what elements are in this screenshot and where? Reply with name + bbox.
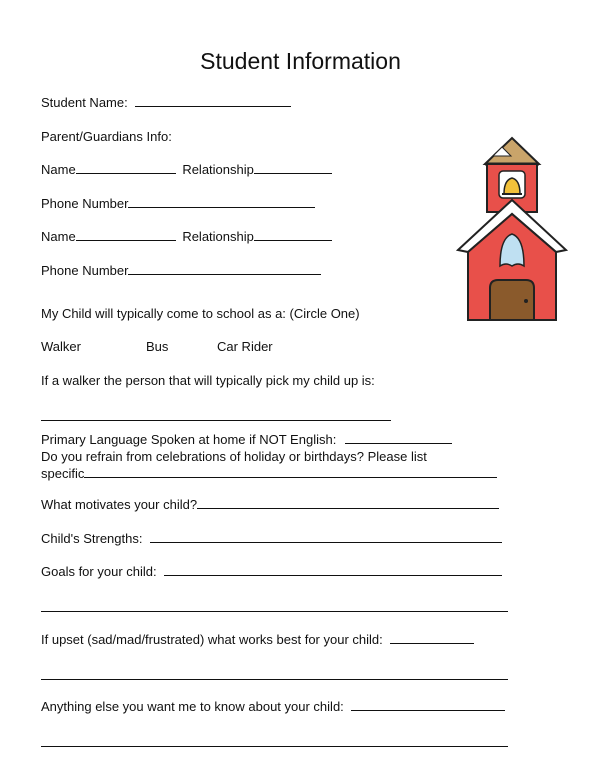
upset-field-line-2[interactable] <box>41 679 508 680</box>
motivates-row <box>41 497 499 512</box>
arrival-option-walker[interactable]: Walker <box>41 339 81 354</box>
student-name-row <box>41 95 291 110</box>
upset-label: If upset (sad/mad/frustrated) what works best for your child: <box>41 632 383 647</box>
strengths-label: Child's Strengths: <box>41 531 143 546</box>
guardian-2-phone-row <box>41 263 321 278</box>
celebrations-field[interactable] <box>84 466 497 478</box>
schoolhouse-icon <box>452 134 572 328</box>
student-name-label: Student Name: <box>41 95 128 110</box>
upset-row <box>41 632 474 647</box>
walker-question: If a walker the person that will typically pick my child up is: <box>41 373 375 388</box>
guardian-2-phone-label: Phone Number <box>41 263 129 278</box>
guardian-1-name-field[interactable] <box>76 162 176 174</box>
guardian-1-name-label: Name <box>41 162 76 177</box>
primary-language-row <box>41 432 452 447</box>
parent-guardians-label: Parent/Guardians Info: <box>41 129 172 144</box>
guardian-2-name-row <box>41 229 332 244</box>
goals-field-line-2[interactable] <box>41 611 508 612</box>
guardian-2-name-field[interactable] <box>76 229 176 241</box>
guardian-1-relationship-field[interactable] <box>254 162 332 174</box>
arrival-option-car-rider[interactable]: Car Rider <box>217 339 273 354</box>
arrival-option-bus[interactable]: Bus <box>146 339 169 354</box>
anything-else-field[interactable] <box>351 699 505 711</box>
upset-field[interactable] <box>390 632 474 644</box>
anything-else-label: Anything else you want me to know about your child: <box>41 699 344 714</box>
strengths-row <box>41 531 502 546</box>
anything-else-row <box>41 699 505 714</box>
goals-field[interactable] <box>164 564 502 576</box>
guardian-1-phone-field[interactable] <box>128 196 315 208</box>
motivates-field[interactable] <box>197 497 499 509</box>
celebrations-row <box>41 466 497 481</box>
guardian-1-name-row <box>41 162 332 177</box>
guardian-1-relationship-label: Relationship <box>182 162 254 177</box>
strengths-field[interactable] <box>150 531 502 543</box>
guardian-2-relationship-field[interactable] <box>254 229 332 241</box>
guardian-2-phone-field[interactable] <box>128 263 321 275</box>
goals-row <box>41 564 502 579</box>
student-name-field[interactable] <box>135 95 291 107</box>
guardian-1-phone-row <box>41 196 315 211</box>
celebrations-specific-label: specific <box>41 466 85 481</box>
arrival-question: My Child will typically come to school as a: (Circle One) <box>41 306 360 321</box>
guardian-2-relationship-label: Relationship <box>182 229 254 244</box>
celebrations-question: Do you refrain from celebrations of holiday or birthdays? Please list <box>41 449 427 464</box>
walker-pickup-field[interactable] <box>41 420 391 421</box>
motivates-label: What motivates your child? <box>41 497 198 512</box>
goals-label: Goals for your child: <box>41 564 157 579</box>
guardian-1-phone-label: Phone Number <box>41 196 129 211</box>
anything-else-field-line-2[interactable] <box>41 746 508 747</box>
primary-language-label: Primary Language Spoken at home if NOT English: <box>41 432 337 447</box>
guardian-2-name-label: Name <box>41 229 76 244</box>
primary-language-field[interactable] <box>345 432 452 444</box>
page-title: Student Information <box>200 48 401 74</box>
